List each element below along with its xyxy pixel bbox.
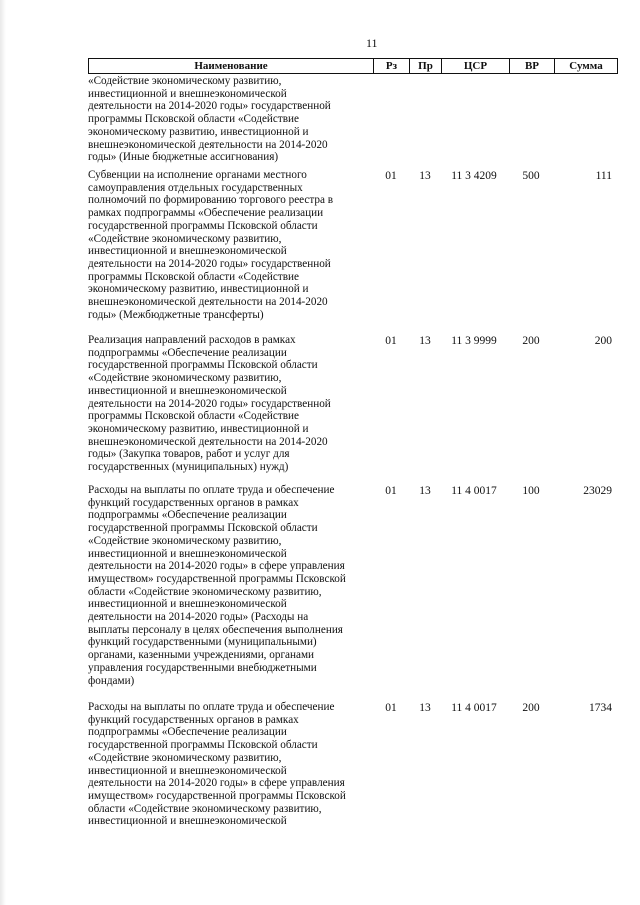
row-rz: 01 xyxy=(385,702,397,714)
row-sum xyxy=(554,335,618,348)
row-name: «Содействие экономическому развитию, инвестиционной и внешнеэкономической деятельности на 2014-2020 годы» государственной программы Псковской области «Содействие экономическому развитию, инвестиционной и внешнеэкономической деятельности на 2014-2020 годы» (Иные бюджетные ассигнования) xyxy=(88,75,331,164)
table-header xyxy=(88,58,618,74)
row-name: Расходы на выплаты по оплате труда и обеспечение функций государственных органов в рамках подпрограммы «Обеспечение реализации государственной программы Псковской области «Содействие экономическому развитию, инвестиционной и внешнеэкономической деятельности на 2014-2020 годы» в сфере управления имуществом» государственной программы Псковской области «Содействие экономическому развитию, инвестиционной и внешнеэкономической xyxy=(88,701,346,828)
header-sum: Сумма xyxy=(554,59,618,74)
row-csr: 11 4 0017 xyxy=(451,702,497,714)
row-name: Реализация направлений расходов в рамках подпрограммы «Обеспечение реализации государственной программы Псковской области «Содействие экономическому развитию, инвестиционной и внешнеэкономической деятельности на 2014-2020 годы» государственной программы Псковской области «Содействие экономическому развитию, инвестиционной и внешнеэкономической деятельности на 2014-2020 годы» (Закупка товаров, работ и услуг для государственных (муниципальных) нужд) xyxy=(88,334,331,474)
row-vr: 200 xyxy=(522,335,540,347)
row-name: Расходы на выплаты по оплате труда и обеспечение функций государственных органов в рамках подпрограммы «Обеспечение реализации государственной программы Псковской области «Содействие экономическому развитию, инвестиционной и внешнеэкономической деятельности на 2014-2020 годы» в сфере управления имуществом» государственной программы Псковской области «Содействие экономическому развитию, инвестиционной и внешнеэкономической деятельности на 2014-2020 годы» (Расходы на выплаты персоналу в целях обеспечения выполнения функций государственными (муниципальными) органами, казенными учреждениями, органами управления государственными внебюджетными фондами) xyxy=(88,484,346,687)
row-sum-value: 23029 xyxy=(583,485,612,497)
row-sum xyxy=(554,485,618,498)
header-csr: ЦСР xyxy=(441,59,509,74)
row-vr: 500 xyxy=(522,170,540,182)
row-vr: 200 xyxy=(522,702,540,714)
header-pr: Пр xyxy=(409,59,441,74)
row-name: Субвенции на исполнение органами местного самоуправления отдельных государственных полномочий по формированию торгового реестра в рамках подпрограммы «Обеспечение реализации государственной программы Псковской области «Содействие экономическому развитию, инвестиционной и внешнеэкономической деятельности на 2014-2020 годы» государственной программы Псковской области «Содействие экономическому развитию, инвестиционной и внешнеэкономической деятельности на 2014-2020 годы» (Межбюджетные трансферты) xyxy=(88,169,334,321)
row-rz: 01 xyxy=(385,170,397,182)
row-pr: 13 xyxy=(419,335,431,347)
header-vr: ВР xyxy=(509,59,554,74)
header-rz: Рз xyxy=(373,59,409,74)
row-pr: 13 xyxy=(419,485,431,497)
row-sum xyxy=(554,170,618,183)
row-sum xyxy=(554,702,618,715)
row-csr: 11 4 0017 xyxy=(451,485,497,497)
row-csr: 11 3 9999 xyxy=(451,335,497,347)
page-number: 11 xyxy=(366,36,378,50)
row-pr: 13 xyxy=(419,170,431,182)
row-sum xyxy=(554,76,618,89)
row-vr: 100 xyxy=(522,485,540,497)
row-sum-value: 1734 xyxy=(589,702,612,714)
row-csr: 11 3 4209 xyxy=(451,170,497,182)
row-rz: 01 xyxy=(385,485,397,497)
row-sum-value: 111 xyxy=(595,170,612,182)
header-name: Наименование xyxy=(88,59,373,74)
row-rz: 01 xyxy=(385,335,397,347)
row-pr: 13 xyxy=(419,702,431,714)
row-sum-value: 200 xyxy=(594,335,612,347)
scan-edge xyxy=(0,0,6,905)
